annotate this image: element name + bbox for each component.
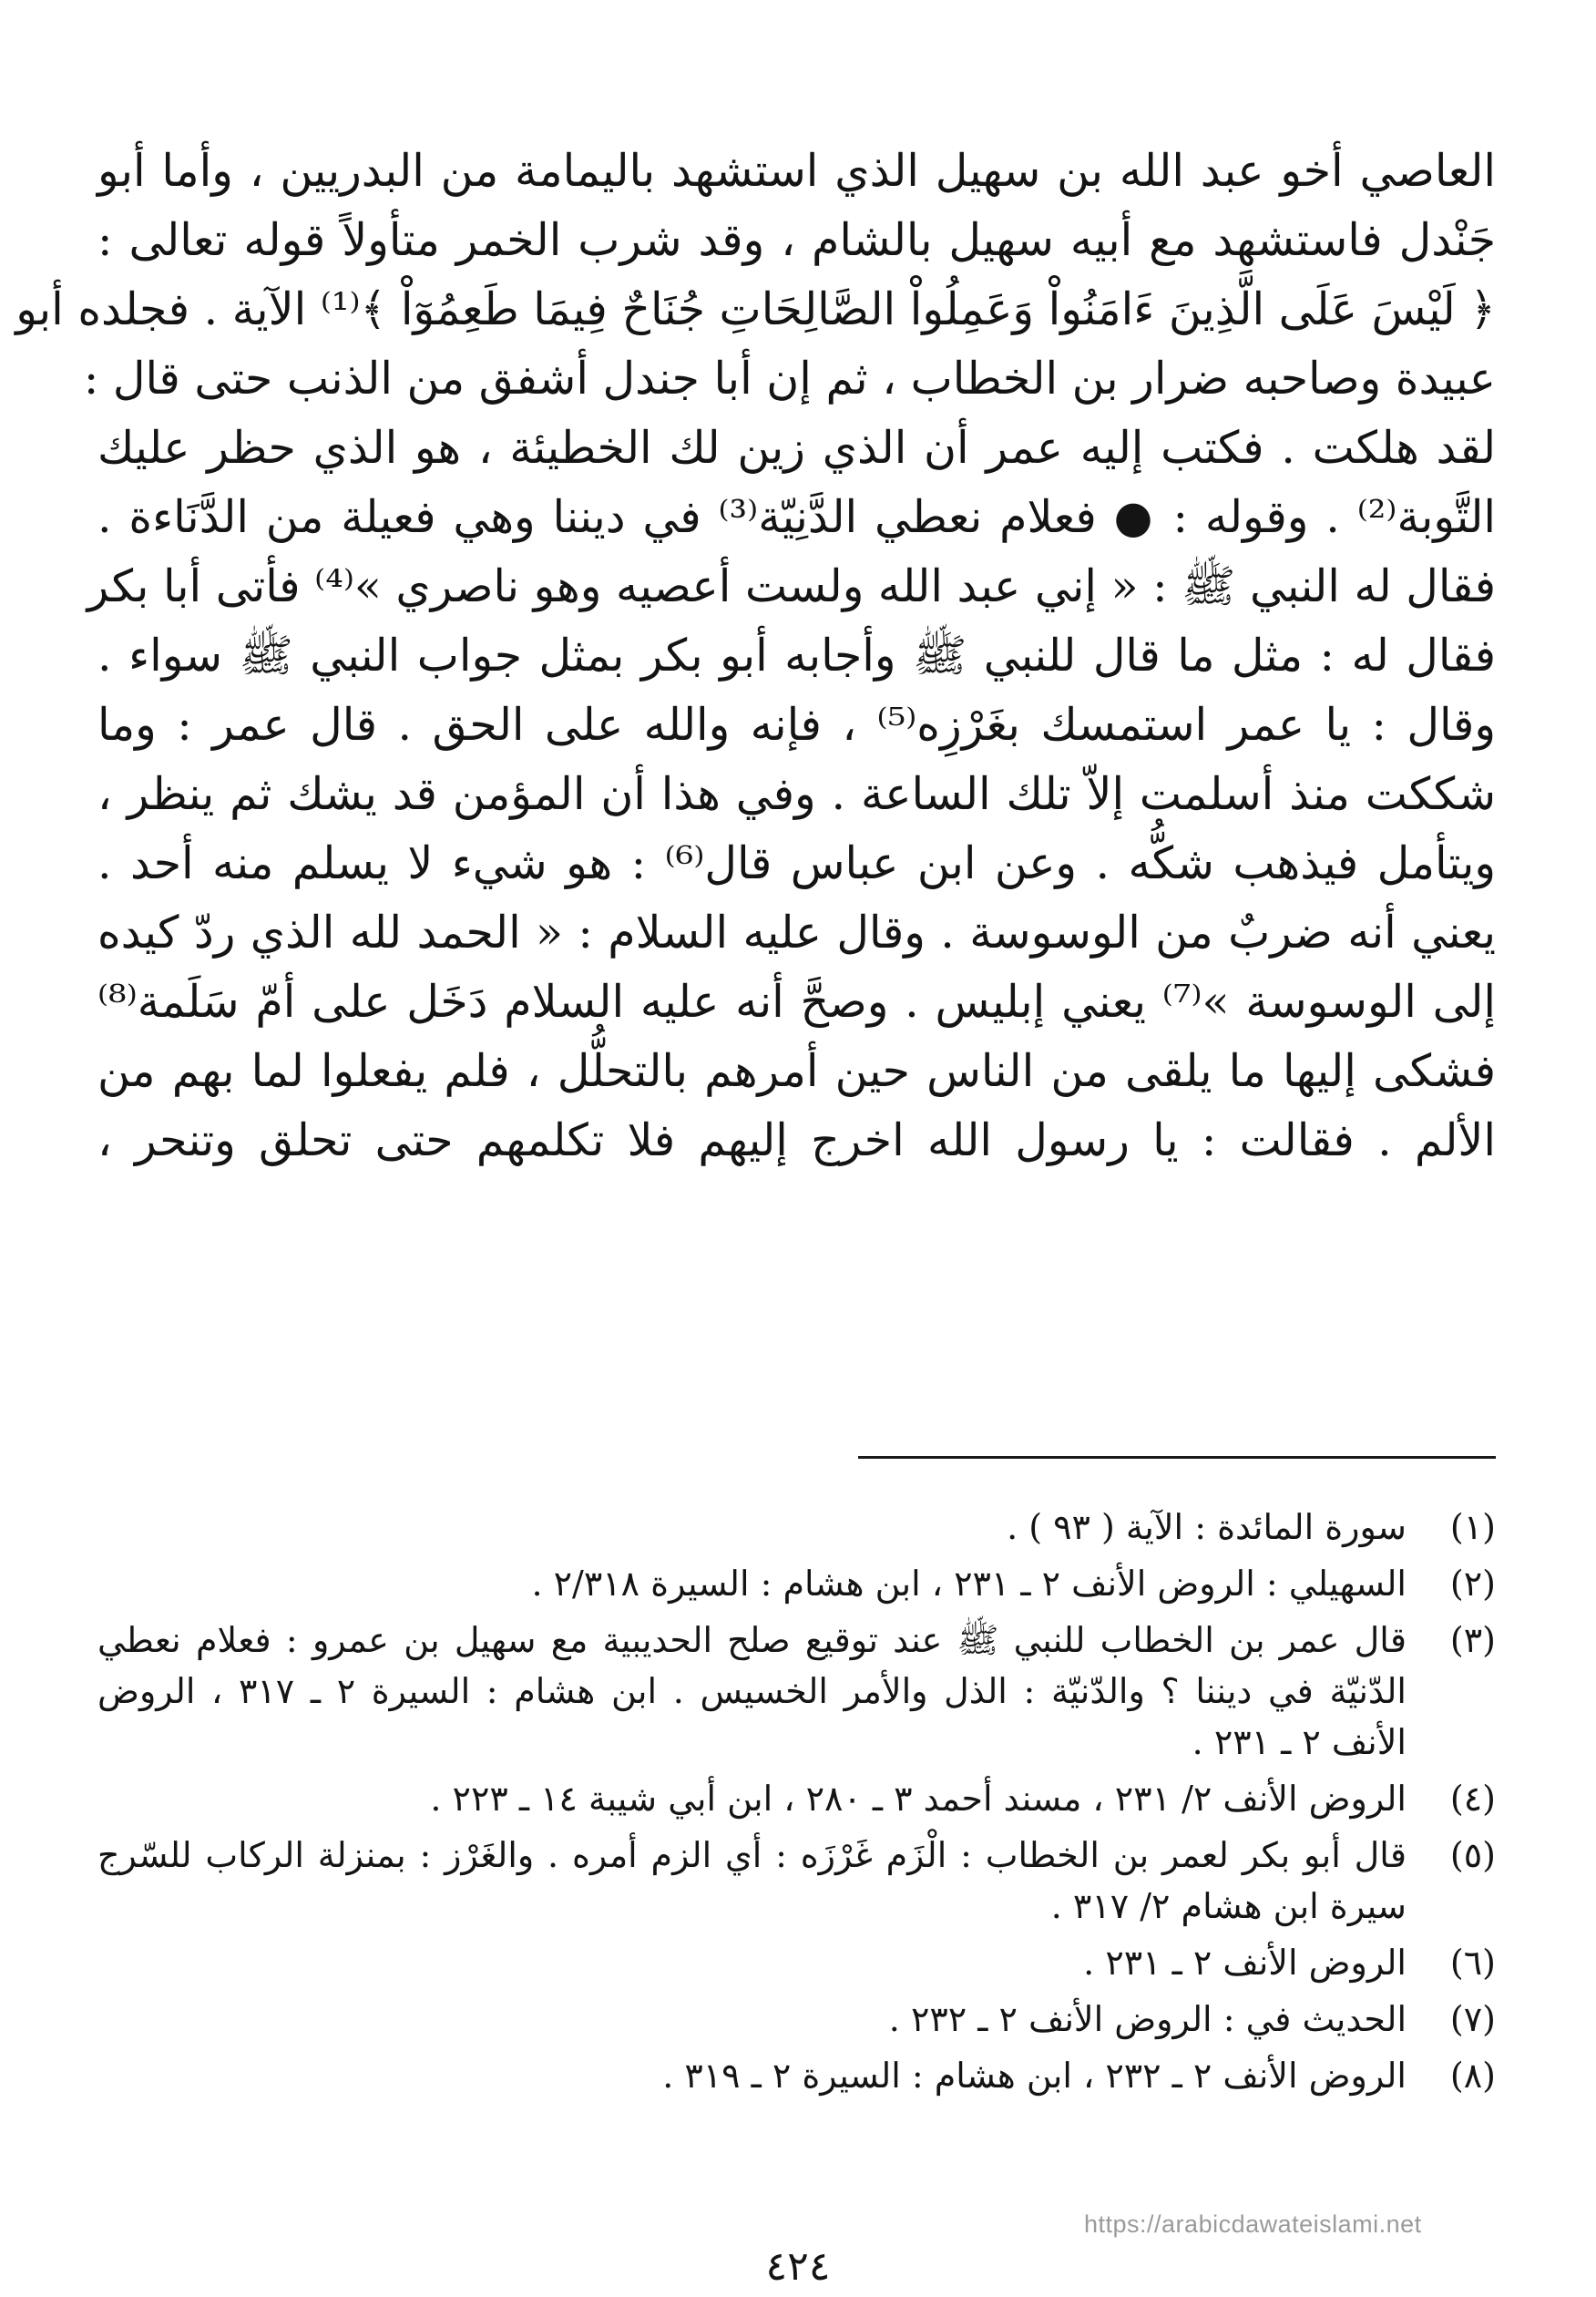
text-line: الألم . فقالت : يا رسول الله اخرج إليهم فلا تكلمهم حتى تحلق وتنحر ،: [97, 1114, 1496, 1166]
text-line: إلى الوسوسة »⁽⁷⁾ يعني إبليس . وصحَّ أنه عليه السلام دَخَل على أمّ سَلَمة⁽⁸⁾: [97, 976, 1496, 1028]
footnote-number: (٣): [1449, 1620, 1496, 1660]
footnote-2: [97, 1558, 1496, 1609]
text-line: العاصي أخو عبد الله بن سهيل الذي استشهد باليمامة من البدريين ، وأما أبو: [97, 145, 1496, 197]
footnote-body: [97, 1615, 1407, 1768]
text-line: شككت منذ أسلمت إلاّ تلك الساعة . وفي هذا أن المؤمن قد يشك ثم ينظر ،: [97, 768, 1496, 820]
footnote-line: الأنف ٢ ـ ٢٣١ .: [1192, 1722, 1407, 1762]
footnote-7: [97, 1994, 1496, 2045]
footnote-line: الروض الأنف ٢ ـ ٢٣١ .: [1083, 1943, 1407, 1983]
footnote-body: [97, 1558, 1407, 1609]
footnote-6: [97, 1937, 1496, 1988]
text-line: ﴿ لَيْسَ عَلَى الَّذِينَ ءَامَنُواْ وَعَمِلُواْ الصَّالِحَاتِ جُنَاحٌ فِيمَا طَعِمُوٓاْ ﴾⁽¹⁾ الآية . فجلده أبو: [15, 283, 1496, 335]
footnote-8: [97, 2050, 1496, 2101]
main-text-block: [15, 137, 1497, 1175]
text-line: ويتأمل فيذهب شكُّه . وعن ابن عباس قال⁽⁶⁾ : هو شيء لا يسلم منه أحد .: [97, 837, 1496, 889]
text-line: التَّوبة⁽²⁾ . وقوله : ● فعلام نعطي الدَّنِيّة⁽³⁾ في ديننا وهي فعيلة من الدَّنَاءة .: [97, 491, 1497, 543]
footnote-4: [97, 1773, 1496, 1824]
footnote-line: الروض الأنف ٢/ ٢٣١ ، مسند أحمد ٣ ـ ٢٨٠ ، ابن أبي شيبة ١٤ ـ ٢٢٣ .: [430, 1779, 1407, 1819]
footnote-line: قال عمر بن الخطاب للنبي ﷺ عند توقيع صلح الحديبية مع سهيل بن عمرو : فعلام نعطي: [97, 1620, 1407, 1660]
footnote-line: سورة المائدة : الآية ( ٩٣ ) .: [1007, 1507, 1407, 1547]
text-line: جَنْدل فاستشهد مع أبيه سهيل بالشام ، وقد شرب الخمر متأولاً قوله تعالى :: [97, 214, 1496, 266]
footnote-number: (١): [1449, 1507, 1496, 1547]
footnote-body: [97, 1937, 1407, 1988]
footnote-line: الروض الأنف ٢ ـ ٢٣٢ ، ابن هشام : السيرة ٢ ـ ٣١٩ .: [662, 2056, 1407, 2096]
footnote-body: [97, 2050, 1407, 2101]
watermark-url: https://arabicdawateislami.net: [1084, 2210, 1422, 2238]
footnote-5: [97, 1830, 1496, 1932]
footnote-number: (٦): [1449, 1943, 1496, 1983]
footnote-number: (٨): [1449, 2056, 1496, 2096]
text-line: فشكى إليها ما يلقى من الناس حين أمرهم بالتحلُّل ، فلم يفعلوا لما بهم من: [97, 1045, 1496, 1097]
footnote-body: [97, 1830, 1407, 1932]
footnote-1: [97, 1502, 1496, 1553]
footnote-body: [97, 1994, 1407, 2045]
page-number: ٤٢٤: [765, 2243, 831, 2290]
footnote-number: (٢): [1449, 1564, 1496, 1604]
text-line: فقال له : مثل ما قال للنبي ﷺ وأجابه أبو بكر بمثل جواب النبي ﷺ سواء .: [97, 630, 1496, 682]
text-line: عبيدة وصاحبه ضرار بن الخطاب ، ثم إن أبا جندل أشفق من الذنب حتى قال :: [83, 353, 1496, 405]
text-line: لقد هلكت . فكتب إليه عمر أن الذي زين لك الخطيئة ، هو الذي حظر عليك: [97, 422, 1496, 474]
footnote-divider: [858, 1456, 1496, 1459]
footnote-body: [97, 1773, 1407, 1824]
footnote-3: [97, 1615, 1496, 1768]
footnote-number: (٤): [1449, 1779, 1496, 1819]
footnote-line: الدّنيّة في ديننا ؟ والدّنيّة : الذل والأمر الخسيس . ابن هشام : السيرة ٢ ـ ٣١٧ ، الروض: [97, 1671, 1407, 1711]
footnote-number: (٧): [1449, 1999, 1496, 2039]
footnote-line: السهيلي : الروض الأنف ٢ ـ ٢٣١ ، ابن هشام : السيرة ٢/٣١٨ .: [531, 1564, 1407, 1604]
footnote-number: (٥): [1449, 1835, 1496, 1875]
text-line: وقال : يا عمر استمسك بغَرْزِه⁽⁵⁾ ، فإنه والله على الحق . قال عمر : وما: [97, 699, 1496, 751]
text-line: فقال له النبي ﷺ : « إني عبد الله ولست أعصيه وهو ناصري »⁽⁴⁾ فأتى أبا بكر: [87, 560, 1496, 612]
footnote-line: الحديث في : الروض الأنف ٢ ـ ٢٣٢ .: [888, 1999, 1407, 2039]
text-line: يعني أنه ضربٌ من الوسوسة . وقال عليه السلام : « الحمد لله الذي ردّ كيده: [97, 907, 1496, 959]
footnote-line: سيرة ابن هشام ٢/ ٣١٧ .: [1050, 1886, 1407, 1926]
footnote-line: قال أبو بكر لعمر بن الخطاب : الْزَم غَرْزَه : أي الزم أمره . والغَرْز : بمنزلة الركاب للسّرج: [97, 1835, 1407, 1875]
footnotes-section: [97, 1502, 1496, 2107]
footnote-body: [97, 1502, 1407, 1553]
